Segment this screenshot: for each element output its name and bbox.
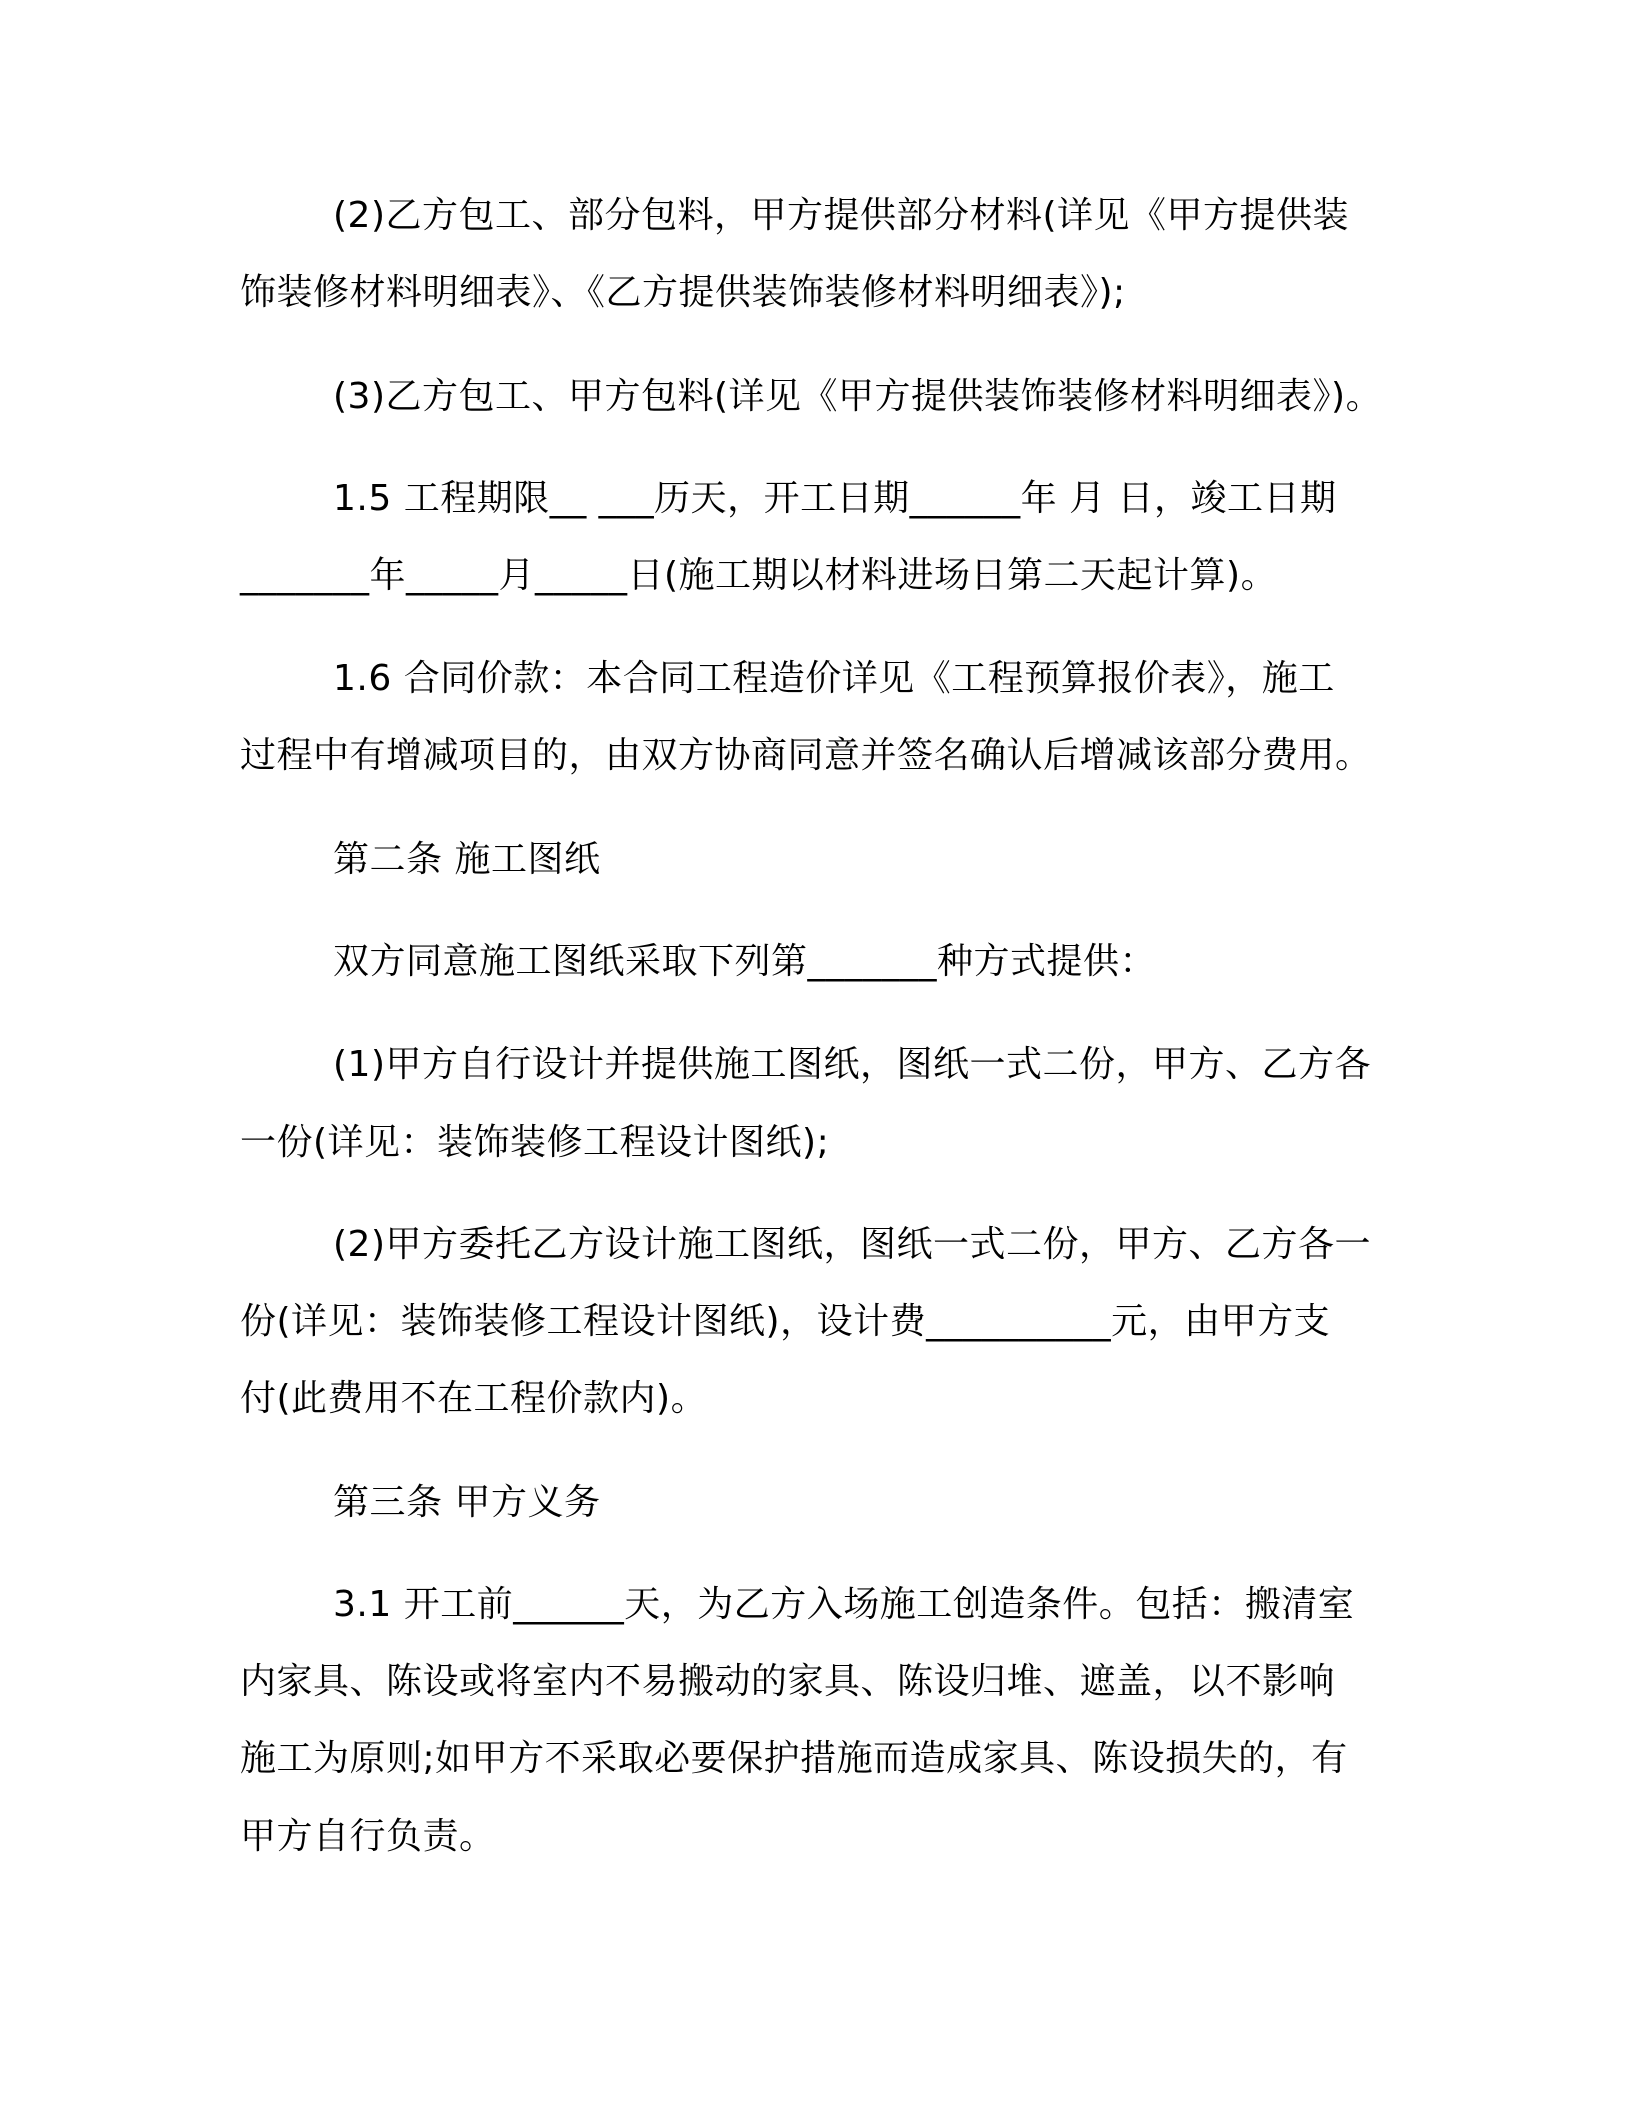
clause-3-1-line-1: 3.1 开工前______天，为乙方入场施工创造条件。包括：搬清室	[333, 1584, 1355, 1625]
para-2-line-1: (2)乙方包工、部分包料，甲方提供部分材料(详见《甲方提供装	[333, 195, 1350, 236]
para-3-line-1: (3)乙方包工、甲方包料(详见《甲方提供装饰装修材料明细表》)。	[333, 376, 1383, 417]
clause-3-1-line-4: 甲方自行负责。	[240, 1816, 496, 1857]
option-2-line-2: 份(详见：装饰装修工程设计图纸)，设计费__________元，由甲方支	[240, 1301, 1331, 1342]
clause-1-5-line-1: 1.5 工程期限__ ___历天，开工日期______年 月 日，竣工日期	[333, 478, 1337, 519]
option-2-line-1: (2)甲方委托乙方设计施工图纸，图纸一式二份，甲方、乙方各一	[333, 1224, 1371, 1265]
clause-1-5-line-2: _______年_____月_____日(施工期以材料进场日第二天起计算)。	[240, 555, 1278, 596]
clause-3-1-line-3: 施工为原则;如甲方不采取必要保护措施而造成家具、陈设损失的，有	[240, 1738, 1348, 1779]
section-heading-2: 第二条 施工图纸	[333, 839, 601, 880]
clause-3-1-line-2: 内家具、陈设或将室内不易搬动的家具、陈设归堆、遮盖，以不影响	[240, 1661, 1336, 1702]
option-2-line-3: 付(此费用不在工程价款内)。	[240, 1378, 708, 1419]
option-1-line-1: (1)甲方自行设计并提供施工图纸，图纸一式二份，甲方、乙方各	[333, 1044, 1371, 1085]
section-heading-3: 第三条 甲方义务	[333, 1482, 601, 1523]
para-2-line-2: 饰装修材料明细表》、《乙方提供装饰装修材料明细表》);	[240, 272, 1126, 313]
drawing-method-line: 双方同意施工图纸采取下列第_______种方式提供：	[333, 941, 1157, 982]
option-1-line-2: 一份(详见：装饰装修工程设计图纸);	[240, 1122, 830, 1163]
clause-1-6-line-2: 过程中有增减项目的，由双方协商同意并签名确认后增减该部分费用。	[240, 735, 1372, 776]
clause-1-6-line-1: 1.6 合同价款：本合同工程造价详见《工程预算报价表》，施工	[333, 658, 1335, 699]
